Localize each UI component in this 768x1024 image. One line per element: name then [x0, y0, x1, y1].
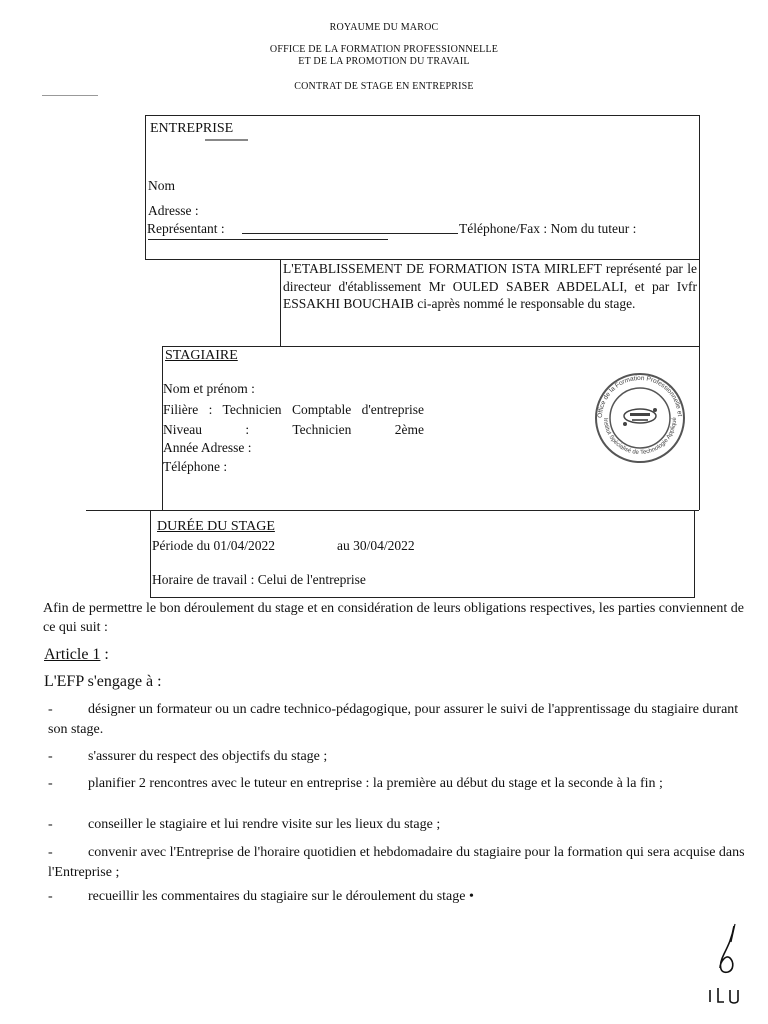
- scan-mark: [42, 95, 98, 96]
- bullet-dash: -: [48, 749, 53, 764]
- entreprise-nom-label: Nom: [148, 178, 175, 193]
- horaire-travail: Horaire de travail : Celui de l'entreprise: [152, 572, 366, 587]
- bullet-dash: -: [48, 817, 53, 832]
- entreprise-adresse-label: Adresse :: [148, 203, 199, 218]
- representant-fill-line: [242, 233, 458, 234]
- bullet-dash: -: [48, 845, 53, 860]
- list-item: recueillir les commentaires du stagiaire sur le déroulement du stage •: [88, 889, 474, 904]
- signature-icon: [704, 918, 754, 1008]
- entreprise-title: ENTREPRISE: [150, 121, 234, 136]
- list-item: s'assurer du respect des objectifs du stage ;: [88, 749, 328, 764]
- title-underline: [205, 139, 248, 141]
- office-line-1: OFFICE DE LA FORMATION PROFESSIONNELLE: [269, 44, 499, 55]
- article-title-suffix: :: [100, 646, 109, 663]
- stamp-icon: [594, 372, 686, 464]
- list-item: conseiller le stagiaire et lui rendre visite sur les lieux du stage ;: [88, 817, 441, 832]
- article-heading: [44, 646, 109, 664]
- intro-paragraph: Afin de permettre le bon déroulement du stage et en considération de leurs obligations respectives, les parties conviennent de ce qui suit :: [43, 601, 744, 635]
- stagiaire-annee-adresse: Année Adresse :: [163, 440, 252, 455]
- bullet-dash: -: [48, 702, 53, 717]
- list-item: planifier 2 rencontres avec le tuteur en entreprise : la première au début du stage et la seconde à la fin ;: [88, 776, 663, 791]
- handwritten-signature: [704, 918, 754, 1008]
- office-line-2: ET DE LA PROMOTION DU TRAVAIL: [298, 56, 470, 67]
- periode-end: au 30/04/2022: [337, 538, 415, 553]
- svg-text:Institut Spécialisé de Technol: Institut Spécialisé de Technologie Appliqué: [601, 417, 679, 457]
- document-title: CONTRAT DE STAGE EN ENTREPRISE: [294, 81, 474, 92]
- institution-stamp: [594, 372, 686, 464]
- bullet-dash: -: [48, 776, 53, 791]
- list-item: désigner un formateur ou un cadre technico-pédagogique, pour assurer le suivi de l'apprentissage du stagiaire durant son stage.: [48, 702, 739, 737]
- entreprise-telephone-tuteur-label: Téléphone/Fax : Nom du tuteur :: [459, 221, 637, 236]
- bullet-dash: -: [48, 889, 53, 904]
- stagiaire-nom-label: Nom et prénom :: [163, 381, 255, 396]
- article-subtitle: L'EFP s'engage à :: [44, 673, 162, 690]
- stagiaire-title: STAGIAIRE: [165, 348, 238, 363]
- etablissement-text: L'ETABLISSEMENT DE FORMATION ISTA MIRLEFT représenté par le directeur d'établissement Mr OULED SABER ABDELALI, et par Ivfr ESSAKHI BOUCHAIB ci-après nommé le responsable du stage.: [283, 261, 697, 311]
- entreprise-representant-label: Représentant :: [147, 221, 225, 236]
- list-item: convenir avec l'Entreprise de l'horaire quotidien et hebdomadaire du stagiaire pour la formation qui sera acquise dans l'Entreprise ;: [48, 845, 745, 880]
- svg-text:Office de la Formation Profess: Office de la Formation Professionnelle et: [596, 374, 683, 419]
- stagiaire-filiere-text: Filière : Technicien Comptable d'entreprise Niveau : Technicien 2ème: [163, 402, 424, 437]
- stagiaire-telephone-label: Téléphone :: [163, 459, 228, 474]
- periode-start: Période du 01/04/2022: [152, 538, 275, 553]
- article-title: Article 1: [44, 646, 101, 663]
- duree-title: DURÉE DU STAGE: [157, 519, 275, 534]
- kingdom-header: ROYAUME DU MAROC: [329, 22, 439, 33]
- representant-underline: [148, 239, 388, 240]
